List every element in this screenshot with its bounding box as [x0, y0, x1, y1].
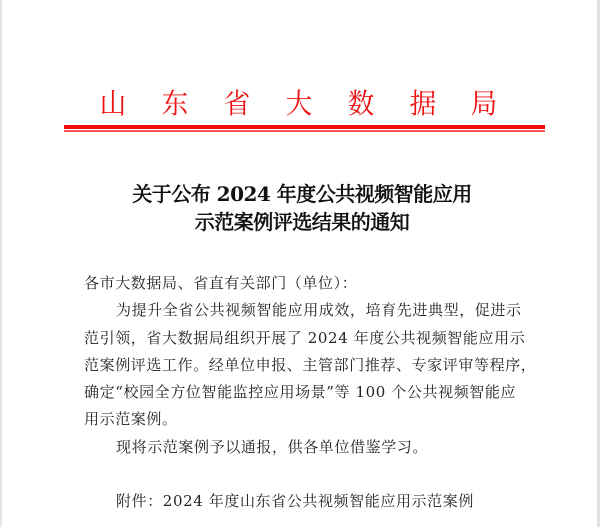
paragraph-2: 现将示范案例予以通报，供各单位借鉴学习。 [116, 437, 429, 456]
red-header-rule [64, 125, 545, 129]
paragraph-1-line: 范案例评选工作。经单位申报、主管部门推荐、专家评审等程序， [84, 355, 537, 374]
paragraph-1-line: 确定“校园全方位智能监控应用场景”等 100 个公共视频智能应 [84, 383, 517, 402]
masthead-char: 局 [470, 87, 498, 120]
document-title-line-2: 示范案例评选结果的通知 [194, 210, 410, 234]
blank-line [84, 461, 529, 488]
document-title-line-1: 关于公布 2024 年度公共视频智能应用 [132, 182, 472, 206]
salutation: 各市大数据局、省直有关部门（单位）： [84, 274, 358, 292]
masthead [2, 88, 600, 122]
masthead-char: 数 [347, 87, 375, 120]
document-body [84, 270, 537, 516]
paragraph-1-line: 为提升全省公共视频智能应用成效，培育先进典型，促进示 [116, 301, 522, 320]
masthead-char: 省 [223, 87, 251, 120]
masthead-char: 据 [409, 87, 437, 120]
paragraph-1-line: 范引领，省大数据局组织开展了 2024 年度公共视频智能应用示 [84, 328, 526, 347]
document-title [2, 180, 600, 236]
paragraph-1-line: 用示范案例。 [84, 410, 178, 429]
red-header-rule-thin [64, 130, 545, 132]
masthead-char: 大 [285, 87, 313, 120]
masthead-char: 东 [161, 87, 189, 120]
attachment-note: 附件：2024 年度山东省公共视频智能应用示范案例 [116, 492, 474, 511]
masthead-char: 山 [99, 87, 127, 120]
